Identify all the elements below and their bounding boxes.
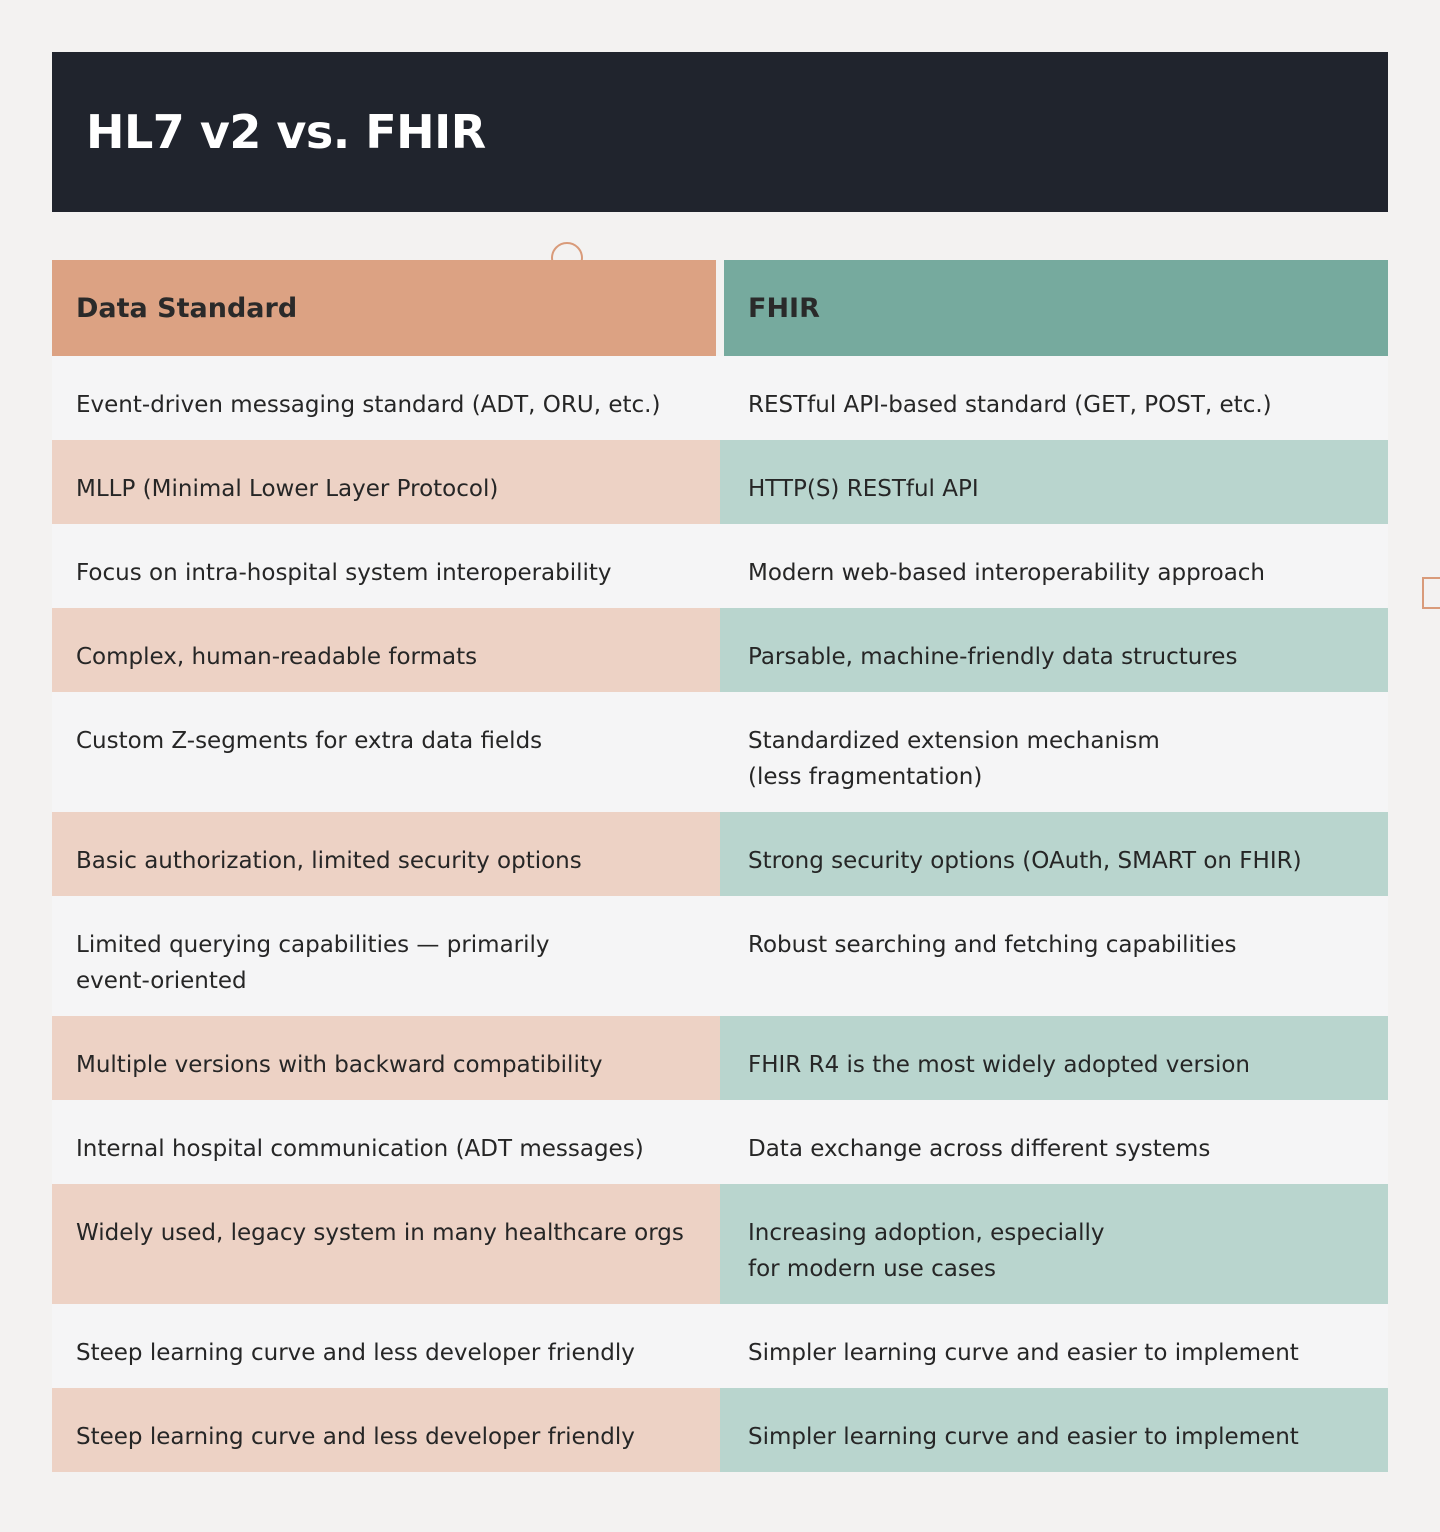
hl7-cell: Multiple versions with backward compatibility — [52, 1016, 720, 1100]
table-header — [52, 260, 1388, 356]
fhir-cell: Modern web-based interoperability approach — [720, 524, 1388, 608]
table-row — [52, 524, 1388, 608]
table-row — [52, 692, 1388, 812]
hl7-cell: Limited querying capabilities — primarily event-oriented — [52, 896, 720, 1016]
table-row — [52, 1388, 1388, 1472]
table-row — [52, 1016, 1388, 1100]
decorative-square — [1422, 577, 1440, 609]
title-banner — [52, 52, 1388, 212]
fhir-cell: Data exchange across different systems — [720, 1100, 1388, 1184]
table-row — [52, 1184, 1388, 1304]
fhir-cell: Standardized extension mechanism (less fragmentation) — [720, 692, 1388, 812]
hl7-cell: Basic authorization, limited security options — [52, 812, 720, 896]
table-row — [52, 1304, 1388, 1388]
table-row — [52, 356, 1388, 440]
hl7-cell: Complex, human-readable formats — [52, 608, 720, 692]
hl7-cell: Steep learning curve and less developer friendly — [52, 1304, 720, 1388]
hl7-cell: Focus on intra-hospital system interoperability — [52, 524, 720, 608]
fhir-cell: FHIR R4 is the most widely adopted version — [720, 1016, 1388, 1100]
table-row — [52, 608, 1388, 692]
hl7-cell: Custom Z-segments for extra data fields — [52, 692, 720, 812]
hl7-cell: Widely used, legacy system in many healthcare orgs — [52, 1184, 720, 1304]
fhir-cell: RESTful API-based standard (GET, POST, etc.) — [720, 356, 1388, 440]
comparison-table — [52, 260, 1388, 1472]
fhir-cell: HTTP(S) RESTful API — [720, 440, 1388, 524]
table-row — [52, 440, 1388, 524]
hl7-cell: Steep learning curve and less developer friendly — [52, 1388, 720, 1472]
fhir-cell: Increasing adoption, especially for modern use cases — [720, 1184, 1388, 1304]
column-header-data-standard: Data Standard — [52, 260, 716, 356]
page-title: HL7 v2 vs. FHIR — [86, 105, 486, 159]
fhir-cell: Robust searching and fetching capabilities — [720, 896, 1388, 1016]
table-row — [52, 812, 1388, 896]
fhir-cell: Simpler learning curve and easier to implement — [720, 1388, 1388, 1472]
hl7-cell: Internal hospital communication (ADT messages) — [52, 1100, 720, 1184]
fhir-cell: Strong security options (OAuth, SMART on FHIR) — [720, 812, 1388, 896]
table-row — [52, 1100, 1388, 1184]
hl7-cell: MLLP (Minimal Lower Layer Protocol) — [52, 440, 720, 524]
column-header-fhir: FHIR — [724, 260, 1388, 356]
fhir-cell: Simpler learning curve and easier to implement — [720, 1304, 1388, 1388]
fhir-cell: Parsable, machine-friendly data structures — [720, 608, 1388, 692]
hl7-cell: Event-driven messaging standard (ADT, ORU, etc.) — [52, 356, 720, 440]
table-row — [52, 896, 1388, 1016]
